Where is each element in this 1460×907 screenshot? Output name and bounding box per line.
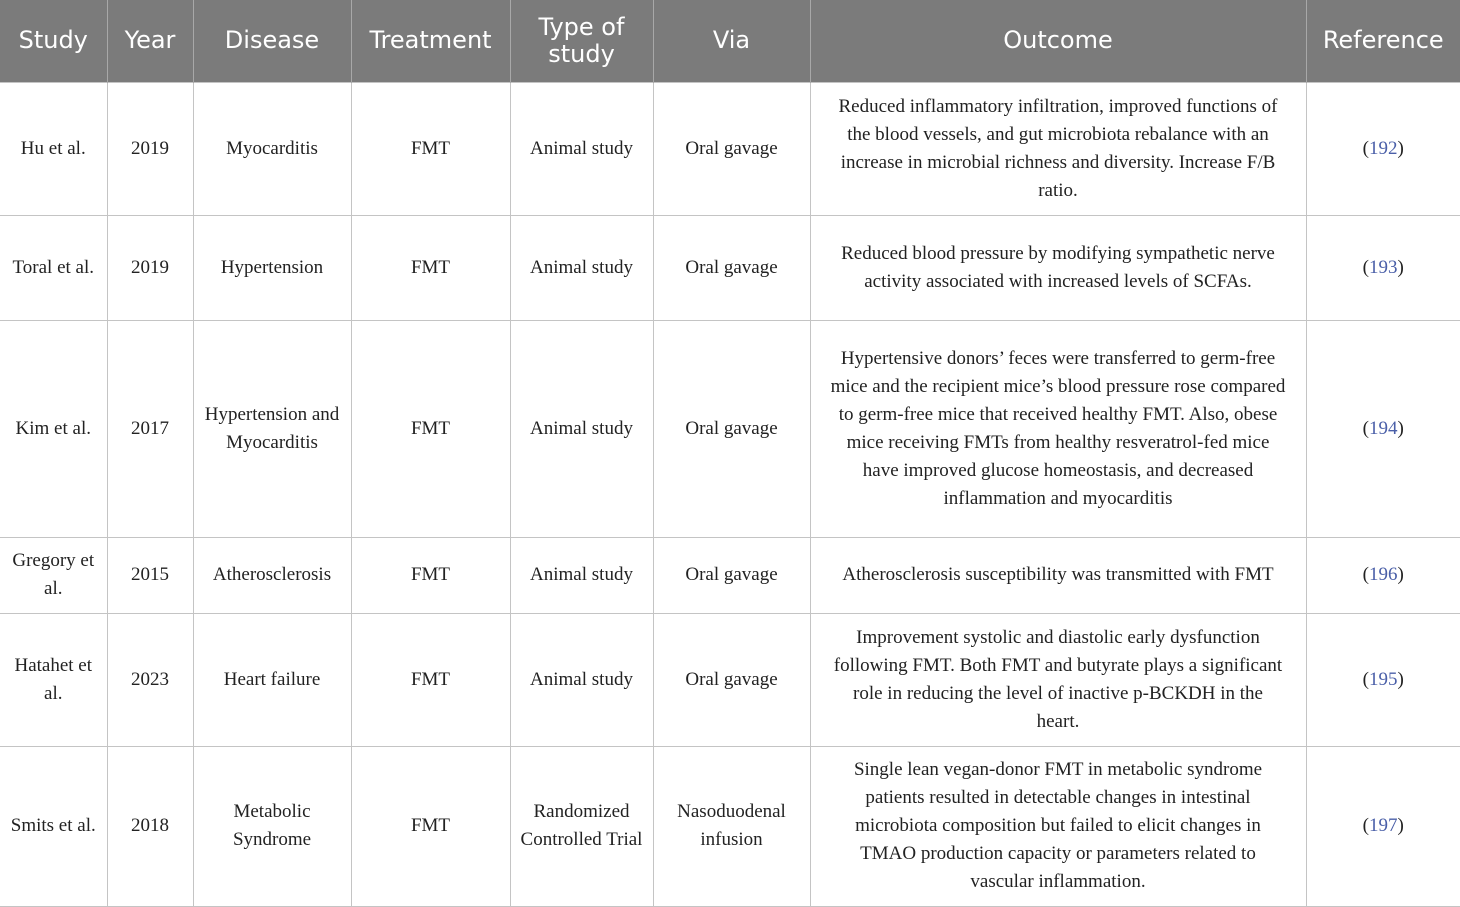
cell-study: Kim et al. [0,320,107,537]
header-reference: Reference [1306,0,1460,82]
cell-study: Toral et al. [0,215,107,320]
header-type-of-study: Type of study [510,0,653,82]
table-row [0,82,1460,215]
table-row [0,320,1460,537]
cell-year: 2017 [107,320,193,537]
cell-reference: (197) [1306,746,1460,906]
cell-reference: (194) [1306,320,1460,537]
cell-treatment: FMT [351,537,510,613]
cell-via: Oral gavage [653,537,810,613]
table-row [0,537,1460,613]
header-outcome: Outcome [810,0,1306,82]
header-disease: Disease [193,0,351,82]
cell-treatment: FMT [351,215,510,320]
cell-disease: Metabolic Syndrome [193,746,351,906]
reference-link[interactable]: 197 [1369,815,1398,836]
reference-link[interactable]: 193 [1369,256,1398,278]
cell-outcome: Reduced inflammatory infiltration, improved functions of the blood vessels, and gut microbiota rebalance with an increase in microbial richness and diversity. Increase F/B ratio. [810,82,1306,215]
cell-year: 2015 [107,537,193,613]
cell-study: Hu et al. [0,82,107,215]
cell-type: Animal study [510,613,653,746]
table-row [0,613,1460,746]
header-row [0,0,1460,82]
cell-via: Nasoduodenal infusion [653,746,810,906]
header-via: Via [653,0,810,82]
cell-reference: (193) [1306,215,1460,320]
cell-disease: Hypertension [193,215,351,320]
cell-treatment: FMT [351,613,510,746]
cell-via: Oral gavage [653,320,810,537]
cell-year: 2018 [107,746,193,906]
cell-year: 2019 [107,82,193,215]
cell-disease: Hypertension and Myocarditis [193,320,351,537]
reference-link[interactable]: 195 [1369,668,1398,690]
cell-type: Animal study [510,320,653,537]
cell-via: Oral gavage [653,613,810,746]
cell-year: 2019 [107,215,193,320]
header-year: Year [107,0,193,82]
cell-type: Animal study [510,215,653,320]
cell-outcome: Improvement systolic and diastolic early dysfunction following FMT. Both FMT and butyrate plays a significant role in reducing the level of inactive p-BCKDH in the heart. [810,613,1306,746]
cell-reference: (196) [1306,537,1460,613]
cell-study: Gregory et al. [0,537,107,613]
cell-disease: Atherosclerosis [193,537,351,613]
cell-type: Randomized Controlled Trial [510,746,653,906]
cell-study: Hatahet et al. [0,613,107,746]
cell-type: Animal study [510,82,653,215]
cell-via: Oral gavage [653,215,810,320]
header-study: Study [0,0,107,82]
cell-reference: (192) [1306,82,1460,215]
header-treatment: Treatment [351,0,510,82]
cell-outcome: Atherosclerosis susceptibility was transmitted with FMT [810,537,1306,613]
cell-disease: Myocarditis [193,82,351,215]
cell-treatment: FMT [351,82,510,215]
cell-reference: (195) [1306,613,1460,746]
cell-study: Smits et al. [0,746,107,906]
cell-type: Animal study [510,537,653,613]
cell-outcome: Single lean vegan-donor FMT in metabolic syndrome patients resulted in detectable changes in intestinal microbiota composition but failed to elicit changes in TMAO production capacity or parameters related to vascular inflammation. [810,746,1306,906]
cell-year: 2023 [107,613,193,746]
cell-via: Oral gavage [653,82,810,215]
cell-disease: Heart failure [193,613,351,746]
reference-link[interactable]: 196 [1369,564,1398,585]
cell-outcome: Hypertensive donors’ feces were transferred to germ-free mice and the recipient mice’s blood pressure rose compared to germ-free mice that received healthy FMT. Also, obese mice receiving FMTs from healthy resveratrol-fed mice have improved glucose homeostasis, and decreased inflammation and myocarditis [810,320,1306,537]
cell-treatment: FMT [351,746,510,906]
cell-treatment: FMT [351,320,510,537]
reference-link[interactable]: 194 [1369,417,1398,439]
table-row [0,746,1460,906]
table-row [0,215,1460,320]
cell-outcome: Reduced blood pressure by modifying sympathetic nerve activity associated with increased levels of SCFAs. [810,215,1306,320]
reference-link[interactable]: 192 [1369,137,1398,159]
